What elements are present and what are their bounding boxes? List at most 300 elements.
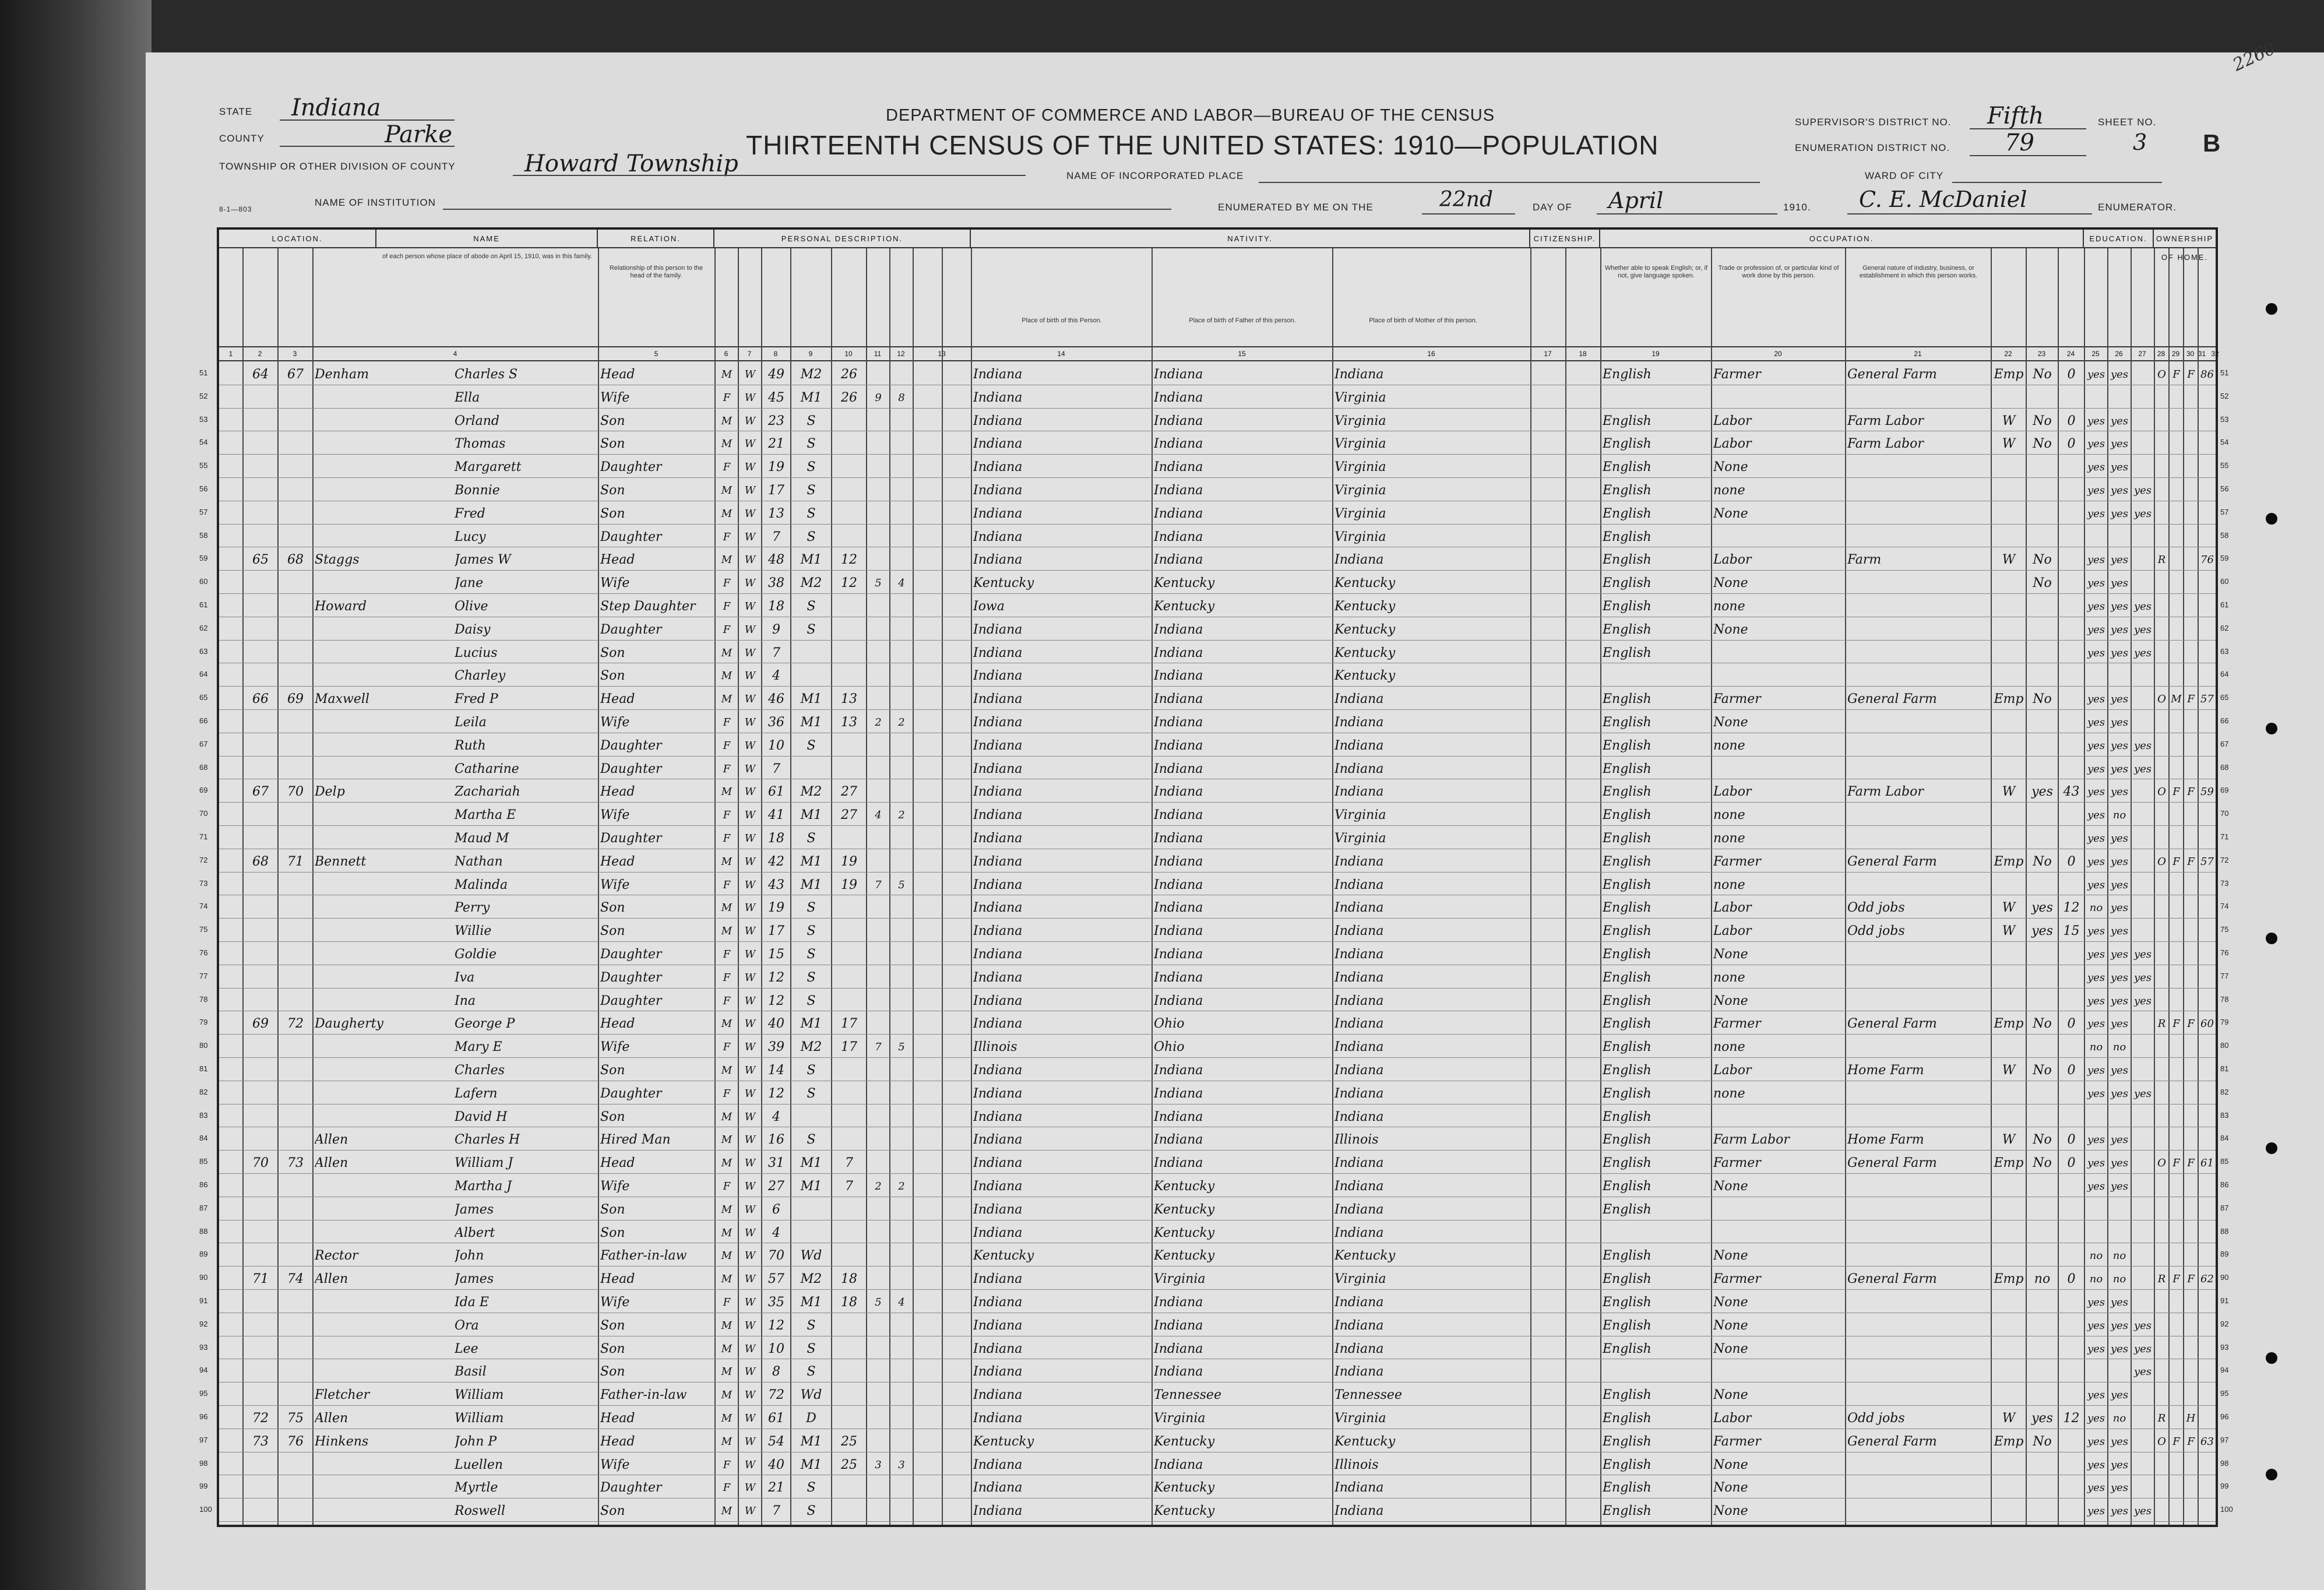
line-number: 68 [2220,762,2229,772]
cell-weeks [2060,617,2083,639]
cell-living [892,663,911,685]
cell-weeks [2060,524,2083,547]
cell-years [833,477,865,500]
cell-relation: Head [600,1434,635,1449]
cell-age: 13 [768,506,784,521]
cell-years [833,663,865,685]
cell-age: 35 [768,1295,784,1310]
cell-father: Indiana [1154,1364,1203,1380]
cell-children: 5 [875,1296,882,1308]
cell-birth: Indiana [973,970,1023,985]
census-row [219,1289,2216,1313]
census-row [219,1011,2216,1035]
cell-mother: Indiana [1334,1318,1384,1333]
cell-school [2133,663,2153,685]
cell-father: Indiana [1154,669,1203,684]
cell-school [2133,361,2153,384]
cell-years [833,825,865,848]
cell-emp [1993,1104,2024,1127]
column-number: 8 [773,350,778,358]
cell-children [868,1429,888,1451]
line-number: 65 [199,693,208,702]
cell-weeks [2060,593,2083,616]
cell-race: W [744,878,756,891]
cell-farm [2185,802,2196,825]
cell-years [833,1475,865,1497]
line-number: 68 [199,762,208,772]
cell-birth: Indiana [973,924,1023,939]
cell-school [2133,570,2153,593]
cell-race: W [744,554,756,567]
cell-trade: None [1713,1295,1748,1310]
cell-father: Kentucky [1154,599,1215,614]
cell-school [2133,1405,2153,1428]
cell-emp [1993,1220,2024,1243]
cell-weeks [2060,1197,2083,1219]
cell-age: 39 [768,1040,784,1055]
cell-industry [1847,1104,1990,1127]
cell-language: English [1603,622,1652,637]
cell-race: W [744,1342,756,1355]
enumerator-name: C. E. McDaniel [1859,187,2027,212]
cell-own [2156,895,2167,917]
line-number: 76 [199,948,208,957]
cell-sex: F [723,530,731,543]
cell-free [2171,1057,2182,1080]
line-number: 88 [2220,1226,2229,1236]
cell-surname: Rector [315,1248,358,1264]
cell-years [833,408,865,431]
cell-work [2028,1243,2057,1265]
column-number: 17 [1544,350,1552,358]
cell-school [2133,1150,2153,1173]
cell-read: yes [2087,1505,2105,1518]
cell-industry: Farm Labor [1847,413,1924,428]
cell-living [892,733,911,755]
cell-age: 7 [772,645,780,660]
cell-trade: None [1713,622,1748,637]
cell-relation: Wife [600,1295,630,1310]
cell-industry [1847,941,1990,964]
cell-given: George P [455,1016,515,1032]
cell-relation: Head [600,1016,635,1032]
census-row [219,431,2216,455]
cell-age: 17 [768,924,784,939]
cell-living: 4 [898,577,905,590]
cell-age: 21 [768,437,784,452]
cell-relation: Son [600,645,625,660]
cell-given: John [455,1248,484,1264]
cell-sched: 60 [2200,1018,2214,1030]
group-location: LOCATION. [219,230,376,248]
cell-birth: Indiana [973,553,1023,568]
cell-given: Iva [455,970,475,985]
cell-given: James [455,1202,494,1217]
cell-age: 57 [768,1272,784,1287]
line-number: 75 [199,925,208,934]
column-number: 27 [2138,350,2146,358]
cell-language: English [1603,437,1652,452]
census-row [219,408,2216,432]
line-number: 66 [2220,716,2229,725]
cell-marital: M1 [800,715,822,730]
cell-given: Orland [455,413,499,428]
cell-sched [2200,501,2214,523]
line-number: 70 [2220,809,2229,818]
census-row [219,941,2216,965]
cell-read: yes [2087,461,2105,474]
cell-dwelling [245,1220,276,1243]
cell-age: 27 [768,1179,784,1194]
census-row [219,1452,2216,1476]
line-number: 84 [199,1134,208,1143]
cell-industry [1847,640,1990,663]
column-number: 29 [2171,350,2180,358]
cell-children [868,361,888,384]
cell-trade: none [1713,1086,1745,1101]
cell-surname [315,477,451,500]
line-number: 74 [199,902,208,911]
cell-emp [1993,1034,2024,1057]
cell-given: Ida E [455,1295,489,1310]
cell-emp [1993,1475,2024,1497]
cell-birth: Kentucky [973,1434,1034,1449]
cell-mother: Virginia [1334,831,1386,846]
line-number: 74 [2220,902,2229,911]
cell-relation: Head [600,1411,635,1426]
cell-birth: Indiana [973,1156,1023,1171]
cell-weeks [2060,1452,2083,1475]
cell-mother: Indiana [1334,970,1384,985]
cell-school: yes [2133,507,2152,520]
cell-dwelling [245,1081,276,1103]
cell-own [2156,1498,2167,1521]
cell-emp [1993,1498,2024,1521]
cell-children [868,1197,888,1219]
line-number: 58 [2220,530,2229,540]
cell-surname [315,617,451,639]
cell-mother: Kentucky [1334,1248,1396,1264]
cell-write: no [2112,1250,2126,1262]
cell-sex: M [721,1505,733,1518]
cell-family [280,570,311,593]
cell-emp: W [2002,785,2016,800]
cell-living [892,1475,911,1497]
cell-own [2156,1289,2167,1312]
line-number: 86 [199,1180,208,1189]
column-number: 28 [2157,350,2165,358]
cell-emp [1993,454,2024,477]
cell-family [280,733,311,755]
cell-years [833,1127,865,1149]
cell-industry [1847,1313,1990,1335]
cell-race: W [744,716,756,729]
cell-father: Indiana [1154,645,1203,660]
cell-years [833,1498,865,1521]
cell-weeks: 0 [2067,854,2076,869]
cell-school [2133,1266,2153,1289]
cell-relation: Head [600,367,635,382]
cell-years [833,895,865,917]
cell-write: yes [2110,1180,2129,1192]
cell-farm [2185,1359,2196,1381]
cell-dwelling [245,454,276,477]
cell-given: Lucius [455,645,498,660]
census-row [219,524,2216,548]
line-number: 95 [199,1389,208,1398]
cell-dwelling [245,524,276,547]
cell-sex: F [723,994,731,1007]
cell-mother: Indiana [1334,877,1384,892]
cell-farm [2185,825,2196,848]
cell-marital: S [807,437,816,452]
column-number: 21 [1914,350,1922,358]
cell-emp [1993,1382,2024,1405]
cell-language: English [1603,1132,1652,1148]
cell-emp [1993,663,2024,685]
cell-language [1603,1359,1710,1381]
cell-family [280,593,311,616]
census-row [219,849,2216,873]
cell-given: Olive [455,599,488,614]
line-number: 51 [2220,368,2229,377]
cell-surname: Howard [315,599,367,614]
cell-read: yes [2087,414,2105,427]
census-row [219,802,2216,826]
cell-mother: Kentucky [1334,669,1396,684]
punch-hole [2266,1352,2277,1364]
cell-school: yes [2133,1366,2152,1378]
cell-race: W [744,1203,756,1216]
cell-race: W [744,693,756,706]
cell-birth: Indiana [973,947,1023,962]
line-number: 55 [199,461,208,470]
cell-emp: W [2002,1411,2016,1426]
cell-surname [315,733,451,755]
column-number-row [219,346,2219,361]
census-row [219,1266,2216,1290]
cell-years [833,1220,865,1243]
cell-relation: Son [600,669,625,684]
cell-race: W [744,414,756,427]
cell-own [2156,570,2167,593]
cell-family [280,1359,311,1381]
cell-surname: Allen [315,1272,348,1287]
cell-given: Lee [455,1341,478,1356]
cell-living [892,1429,911,1451]
cell-industry: General Farm [1847,1156,1937,1171]
cell-school [2133,1173,2153,1196]
cell-own [2156,988,2167,1011]
cell-mother: Virginia [1334,460,1386,475]
cell-father: Kentucky [1154,1179,1215,1194]
line-number: 56 [2220,484,2229,493]
cell-read [2086,1197,2106,1219]
line-number: 64 [2220,670,2229,679]
cell-emp [1993,709,2024,732]
cell-children [868,593,888,616]
cell-weeks [2060,547,2083,569]
cell-emp [1993,941,2024,964]
cell-sched [2200,1289,2214,1312]
cell-birth: Indiana [973,622,1023,637]
cell-race: W [744,507,756,520]
cell-marital: S [807,460,816,475]
cell-weeks [2060,1382,2083,1405]
cell-relation: Daughter [600,1480,662,1496]
cell-farm [2185,663,2196,685]
cell-dwelling [245,895,276,917]
line-number: 76 [2220,948,2229,957]
cell-relation: Daughter [600,947,662,962]
column-number: 31 [2198,350,2206,358]
cell-birth: Illinois [973,1040,1017,1055]
cell-read: no [2089,1041,2103,1054]
cell-living [892,501,911,523]
cell-work [2028,1382,2057,1405]
cell-write: yes [2110,507,2129,520]
cell-years [833,617,865,639]
cell-write: yes [2110,1505,2129,1518]
cell-write: yes [2110,762,2129,775]
column-number: 32 [2211,350,2219,358]
cell-sched [2200,756,2214,779]
column-number: 9 [808,350,813,358]
cell-surname [315,872,451,895]
line-number: 60 [199,577,208,586]
line-number: 67 [199,739,208,748]
cell-weeks [2060,663,2083,685]
cell-years [833,733,865,755]
cell-age: 12 [768,993,784,1008]
cell-read: yes [2087,646,2105,659]
cell-father: Indiana [1154,483,1203,498]
cell-sex: M [721,855,733,868]
cell-father: Indiana [1154,692,1203,707]
cell-own [2156,477,2167,500]
column-number: 1 [228,350,233,358]
cell-father: Indiana [1154,1457,1203,1472]
cell-language [1603,385,1710,407]
cell-own [2156,1057,2167,1080]
cell-age: 70 [768,1248,784,1264]
cell-given: James [455,1272,494,1287]
cell-own [2156,918,2167,941]
cell-family [280,709,311,732]
cell-years: 18 [841,1272,857,1287]
cell-write [2110,1197,2129,1219]
cell-relation: Daughter [600,738,662,753]
cell-surname [315,501,451,523]
cell-work [2028,477,2057,500]
cell-children: 4 [875,809,882,822]
cell-given: Lucy [455,529,486,544]
cell-school [2133,779,2153,801]
cell-surname [315,1498,451,1521]
cell-industry [1847,1498,1990,1521]
cell-living [892,1011,911,1033]
cell-weeks [2060,1081,2083,1103]
cell-weeks [2060,733,2083,755]
cell-industry: Odd jobs [1847,924,1905,939]
cell-birth: Indiana [973,1109,1023,1124]
cell-write: yes [2110,971,2129,984]
cell-marital [793,1197,830,1219]
cell-sched: 59 [2200,786,2214,798]
cell-industry: Farm [1847,553,1882,568]
cell-school: yes [2133,762,2152,775]
cell-family [280,1243,311,1265]
cell-family: 67 [287,367,304,382]
cell-school [2133,918,2153,941]
cell-dwelling [245,1104,276,1127]
corner-stamp-number: 2260 [2230,38,2279,76]
cell-industry [1847,1220,1990,1243]
cell-emp [1993,570,2024,593]
cell-living [892,686,911,709]
cell-marital [793,663,830,685]
cell-birth: Indiana [973,1504,1023,1519]
cell-free [2171,1498,2182,1521]
cell-relation: Wife [600,808,630,823]
cell-language: English [1603,599,1652,614]
cell-farm: H [2186,1412,2196,1424]
cell-own [2156,408,2167,431]
line-number: 82 [2220,1087,2229,1096]
cell-sex: M [721,646,733,659]
cell-emp [1993,640,2024,663]
cell-father: Indiana [1154,947,1203,962]
cell-free [2171,872,2182,895]
cell-language: English [1603,785,1652,800]
line-number: 67 [2220,739,2229,748]
cell-relation: Son [600,1063,625,1078]
cell-sched [2200,593,2214,616]
ward-underline [1952,182,2162,183]
cell-children [868,1405,888,1428]
cell-birth: Indiana [973,483,1023,498]
cell-birth: Indiana [973,1202,1023,1217]
cell-work: No [2033,1132,2052,1148]
cell-father: Indiana [1154,761,1203,776]
cell-birth: Indiana [973,529,1023,544]
year-label: 1910. [1783,202,1811,213]
cell-father: Virginia [1154,1411,1206,1426]
cell-dwelling [245,501,276,523]
cell-emp: Emp [1994,1272,2024,1287]
cell-work: No [2033,1016,2052,1032]
census-row [219,1382,2216,1406]
cell-school [2133,872,2153,895]
cell-children: 7 [875,1041,882,1054]
cell-surname [315,640,451,663]
cell-children: 2 [875,716,882,729]
cell-language [1603,663,1710,685]
cell-dwelling [245,1336,276,1359]
cell-farm [2185,1243,2196,1265]
cell-work: yes [2031,924,2053,939]
cell-given: Charles H [455,1132,520,1148]
cell-surname: Bennett [315,854,367,869]
cell-school: yes [2133,646,2152,659]
cell-race: W [744,577,756,590]
cell-mother: Indiana [1334,1364,1384,1380]
cell-living: 4 [898,1296,905,1308]
column-number: 30 [2186,350,2195,358]
cell-work: yes [2031,785,2053,800]
cell-sched: 86 [2200,368,2214,381]
cell-work [2028,385,2057,407]
